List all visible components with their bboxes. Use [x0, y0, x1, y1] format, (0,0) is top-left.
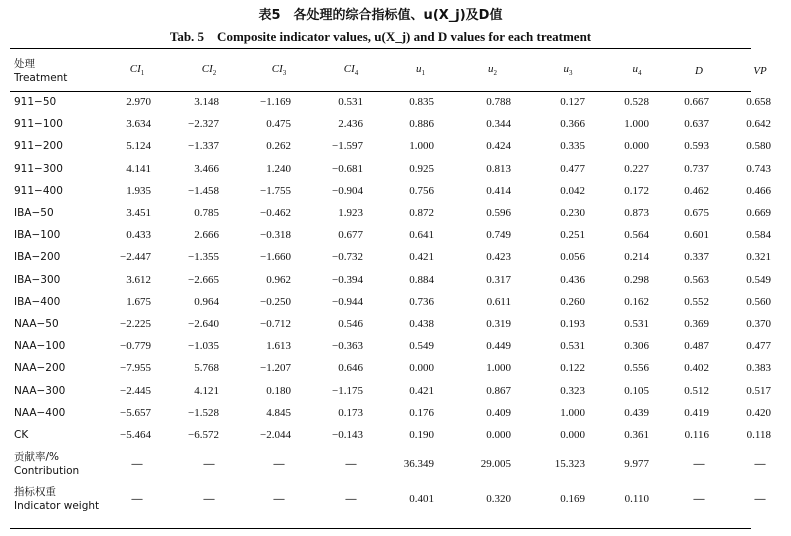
table-caption-cn: 表5 各处理的综合指标值、u(X_j)及D值: [258, 8, 503, 23]
table-cell: −1.169: [260, 96, 291, 109]
table-cell: 0.813: [486, 162, 511, 175]
table-cell: 0.475: [266, 118, 291, 131]
col-header-vp: VP: [753, 64, 767, 77]
table-cell: 0.260: [560, 295, 585, 308]
table-cell: 0.414: [486, 184, 511, 197]
treatment-label: NAA−50: [14, 317, 59, 330]
weight-label-en: Indicator weight: [14, 499, 100, 512]
table-cell: 15.323: [554, 457, 585, 470]
table-cell: 1.000: [409, 140, 434, 153]
table-cell: 0.306: [624, 340, 649, 353]
table-cell: −1.660: [260, 251, 291, 264]
table-cell: 0.438: [409, 317, 434, 330]
table-cell: 0.962: [266, 273, 291, 286]
table-cell: −0.712: [260, 317, 291, 330]
table-cell: −1.207: [260, 362, 291, 375]
table-cell: 0.749: [486, 229, 511, 242]
treatment-label: 911−200: [14, 140, 63, 153]
table-cell: 0.466: [746, 184, 771, 197]
table-cell: 0.433: [126, 229, 151, 242]
table-cell: 0.743: [746, 162, 771, 175]
table-cell: −0.143: [332, 428, 363, 441]
table-row: [10, 291, 791, 313]
table-cell: 3.451: [126, 207, 151, 220]
table-row: [10, 158, 791, 180]
table-cell: 36.349: [403, 457, 434, 470]
table-cell: 3.148: [194, 96, 219, 109]
table-cell: −0.732: [332, 251, 363, 264]
table-cell: 0.122: [560, 362, 585, 375]
table-cell: 0.320: [486, 492, 511, 505]
table-cell: 0.190: [409, 428, 434, 441]
table-cell: 0.214: [624, 251, 649, 264]
table-cell: 0.658: [746, 96, 771, 109]
col-header-ci4: $CI_4$: [343, 63, 359, 78]
table-cell: −2.044: [260, 428, 291, 441]
table-cell: 0.449: [486, 340, 511, 353]
table-cell: 0.641: [409, 229, 434, 242]
table-cell: 4.141: [126, 162, 151, 175]
table-cell: −1.528: [188, 406, 219, 419]
table-cell: −7.955: [120, 362, 151, 375]
table-cell: 1.000: [486, 362, 511, 375]
treatment-label: IBA−100: [14, 229, 61, 242]
table-cell: —: [273, 457, 285, 470]
table-cell: 29.005: [480, 457, 511, 470]
treatment-header-en: Treatment: [14, 71, 68, 84]
table-cell: 0.118: [746, 428, 771, 441]
table-cell: 0.193: [560, 317, 585, 330]
table-cell: 1.675: [126, 295, 151, 308]
table-cell: 0.675: [684, 207, 709, 220]
treatment-label: NAA−200: [14, 362, 66, 375]
table-cell: 0.788: [486, 96, 511, 109]
table-row: [10, 313, 791, 335]
weight-row: [10, 481, 791, 516]
contribution-label-cn: 贡献率/%: [14, 450, 60, 463]
table-row: [10, 202, 791, 224]
table-cell: 0.056: [560, 251, 585, 264]
table-cell: 0.335: [560, 140, 585, 153]
table-cell: 0.462: [684, 184, 709, 197]
table-cell: −2.445: [120, 384, 151, 397]
table-cell: —: [131, 457, 143, 470]
contribution-label-en: Contribution: [14, 464, 80, 477]
col-header-d: D: [695, 64, 703, 77]
table-cell: —: [754, 457, 766, 470]
table-cell: 4.121: [194, 384, 219, 397]
table-row: [10, 224, 791, 246]
top-rule: [10, 48, 751, 49]
table-cell: 0.785: [194, 207, 219, 220]
table-cell: 0.105: [624, 384, 649, 397]
table-cell: 0.560: [746, 295, 771, 308]
table-cell: −0.318: [260, 229, 291, 242]
table-cell: 1.613: [266, 340, 291, 353]
table-cell: 0.552: [684, 295, 709, 308]
table-cell: —: [693, 457, 705, 470]
table-cell: 0.531: [624, 317, 649, 330]
table-cell: 0.042: [560, 184, 585, 197]
table-cell: 0.298: [624, 273, 649, 286]
table-cell: 1.923: [338, 207, 363, 220]
table-cell: 0.517: [746, 384, 771, 397]
table-cell: −0.779: [120, 340, 151, 353]
table-cell: 0.873: [624, 207, 649, 220]
table-cell: −2.225: [120, 317, 151, 330]
table-cell: 0.964: [194, 295, 219, 308]
table-cell: −2.640: [188, 317, 219, 330]
table-cell: 0.601: [684, 229, 709, 242]
table-cell: 0.317: [486, 273, 511, 286]
table-row: [10, 135, 791, 157]
treatment-label: IBA−300: [14, 273, 61, 286]
bottom-rule: [10, 528, 751, 529]
table-row: [10, 246, 791, 268]
table-cell: −0.394: [332, 273, 363, 286]
col-header-u3: $u_3$: [563, 63, 573, 78]
table-cell: −2.447: [120, 251, 151, 264]
col-header-ci2: $CI_2$: [201, 63, 217, 78]
table-cell: 0.872: [409, 207, 434, 220]
table-cell: 0.886: [409, 118, 434, 131]
treatment-header-cn: 处理: [14, 57, 35, 70]
table-cell: 0.531: [338, 96, 363, 109]
table-cell: 0.556: [624, 362, 649, 375]
table-cell: −1.755: [260, 184, 291, 197]
table-cell: 0.227: [624, 162, 649, 175]
treatment-label: 911−50: [14, 96, 57, 109]
table-cell: 3.612: [126, 273, 151, 286]
col-header-u1: $u_1$: [416, 63, 425, 78]
table-row: [10, 91, 791, 113]
table-row: [10, 424, 791, 446]
table-cell: 0.180: [266, 384, 291, 397]
table-cell: —: [131, 492, 143, 505]
table-cell: 0.401: [409, 492, 434, 505]
table-row: [10, 402, 791, 424]
table-cell: 0.000: [624, 140, 649, 153]
table-cell: 0.487: [684, 340, 709, 353]
table-cell: 0.580: [746, 140, 771, 153]
composite-indicator-table: [10, 50, 791, 516]
table-cell: 0.477: [560, 162, 585, 175]
table-cell: 0.323: [560, 384, 585, 397]
treatment-label: IBA−50: [14, 207, 54, 220]
table-cell: 0.383: [746, 362, 771, 375]
table-cell: 0.000: [560, 428, 585, 441]
col-header-u2: $u_2$: [488, 63, 497, 78]
table-cell: 0.531: [560, 340, 585, 353]
table-cell: −5.464: [120, 428, 151, 441]
table-cell: 0.637: [684, 118, 709, 131]
table-cell: 0.110: [624, 492, 649, 505]
table-cell: −2.665: [188, 273, 219, 286]
table-cell: 0.176: [409, 406, 434, 419]
table-cell: 9.977: [624, 457, 649, 470]
table-cell: −1.337: [188, 140, 219, 153]
table-cell: 0.736: [409, 295, 434, 308]
table-cell: 0.369: [684, 317, 709, 330]
table-cell: 0.528: [624, 96, 649, 109]
table-cell: 0.867: [486, 384, 511, 397]
table-cell: 0.546: [338, 317, 363, 330]
table-row: [10, 379, 791, 401]
table-cell: 0.564: [624, 229, 649, 242]
table-cell: 0.835: [409, 96, 434, 109]
contribution-row: [10, 446, 791, 481]
table-cell: 0.439: [624, 406, 649, 419]
table-cell: −1.175: [332, 384, 363, 397]
table-cell: −5.657: [120, 406, 151, 419]
table-row: [10, 180, 791, 202]
table-cell: 0.421: [409, 384, 434, 397]
treatment-label: 911−100: [14, 118, 63, 131]
table-cell: −0.904: [332, 184, 363, 197]
table-cell: 1.240: [266, 162, 291, 175]
table-cell: 0.421: [409, 251, 434, 264]
table-cell: 0.000: [486, 428, 511, 441]
table-cell: 4.845: [266, 406, 291, 419]
table-cell: 0.737: [684, 162, 709, 175]
table-cell: 0.366: [560, 118, 585, 131]
table-cell: 0.000: [409, 362, 434, 375]
table-cell: −2.327: [188, 118, 219, 131]
table-cell: —: [345, 492, 357, 505]
table-cell: 0.642: [746, 118, 771, 131]
table-cell: 0.402: [684, 362, 709, 375]
table-cell: —: [273, 492, 285, 505]
table-cell: 0.116: [684, 428, 709, 441]
table-cell: 0.127: [560, 96, 585, 109]
table-cell: 2.970: [126, 96, 151, 109]
weight-label: [10, 481, 99, 516]
table-cell: 0.646: [338, 362, 363, 375]
table-cell: 0.172: [624, 184, 649, 197]
table-cell: 0.756: [409, 184, 434, 197]
treatment-label: NAA−400: [14, 406, 66, 419]
table-cell: 0.669: [746, 207, 771, 220]
table-cell: 0.584: [746, 229, 771, 242]
table-cell: —: [345, 457, 357, 470]
table-cell: 0.925: [409, 162, 434, 175]
treatment-label: IBA−200: [14, 251, 61, 264]
table-row: [10, 335, 791, 357]
table-cell: 1.000: [560, 406, 585, 419]
table-cell: 0.512: [684, 384, 709, 397]
table-cell: 0.361: [624, 428, 649, 441]
table-cell: 0.563: [684, 273, 709, 286]
table-cell: 0.549: [409, 340, 434, 353]
table-cell: 0.173: [338, 406, 363, 419]
col-header-u4: $u_4$: [632, 63, 642, 78]
table-cell: 0.319: [486, 317, 511, 330]
table-cell: −0.363: [332, 340, 363, 353]
table-cell: 3.634: [126, 118, 151, 131]
table-cell: −0.681: [332, 162, 363, 175]
table-cell: 0.409: [486, 406, 511, 419]
table-cell: 1.000: [624, 118, 649, 131]
treatment-header: [10, 50, 99, 91]
treatment-label: NAA−300: [14, 384, 66, 397]
table-cell: 0.423: [486, 251, 511, 264]
table-cell: −6.572: [188, 428, 219, 441]
table-cell: —: [693, 492, 705, 505]
col-header-ci3: $CI_3$: [271, 63, 287, 78]
table-cell: 0.884: [409, 273, 434, 286]
table-cell: 0.162: [624, 295, 649, 308]
table-cell: −1.355: [188, 251, 219, 264]
table-cell: 2.666: [194, 229, 219, 242]
table-cell: 0.667: [684, 96, 709, 109]
table-cell: 0.436: [560, 273, 585, 286]
table-cell: 0.611: [486, 295, 511, 308]
table-cell: 0.337: [684, 251, 709, 264]
table-row: [10, 357, 791, 379]
treatment-label: 911−400: [14, 184, 63, 197]
table-cell: −1.597: [332, 140, 363, 153]
treatment-label: CK: [14, 428, 29, 441]
table-cell: 0.370: [746, 317, 771, 330]
table-cell: −0.250: [260, 295, 291, 308]
table-cell: 5.768: [194, 362, 219, 375]
table-cell: −0.462: [260, 207, 291, 220]
table-cell: 0.593: [684, 140, 709, 153]
table-cell: —: [203, 492, 215, 505]
table-cell: 0.424: [486, 140, 511, 153]
table-cell: 3.466: [194, 162, 219, 175]
weight-label-cn: 指标权重: [14, 485, 56, 498]
table-cell: 0.251: [560, 229, 585, 242]
table-cell: −0.944: [332, 295, 363, 308]
table-cell: 0.420: [746, 406, 771, 419]
table-cell: 0.677: [338, 229, 363, 242]
table-row: [10, 113, 791, 135]
table-cell: —: [203, 457, 215, 470]
table-cell: 5.124: [126, 140, 151, 153]
header-row: [10, 50, 791, 91]
table-cell: 0.230: [560, 207, 585, 220]
table-cell: 0.596: [486, 207, 511, 220]
table-cell: 0.419: [684, 406, 709, 419]
table-cell: −1.035: [188, 340, 219, 353]
table-cell: 2.436: [338, 118, 363, 131]
contribution-label: [10, 446, 99, 481]
table-cell: 0.549: [746, 273, 771, 286]
table-cell: 0.477: [746, 340, 771, 353]
treatment-label: 911−300: [14, 162, 63, 175]
table-cell: 1.935: [126, 184, 151, 197]
treatment-label: IBA−400: [14, 295, 61, 308]
table-caption-en: Tab. 5 Composite indicator values, u(X_j) and D values for each treatment: [169, 29, 592, 44]
table-cell: 0.321: [746, 251, 771, 264]
table-cell: −1.458: [188, 184, 219, 197]
table-cell: 0.344: [486, 118, 511, 131]
table-cell: 0.262: [266, 140, 291, 153]
table-cell: —: [754, 492, 766, 505]
col-header-ci1: $CI_1$: [129, 63, 145, 78]
treatment-label: NAA−100: [14, 340, 66, 353]
table-row: [10, 269, 791, 291]
table-cell: 0.169: [560, 492, 585, 505]
